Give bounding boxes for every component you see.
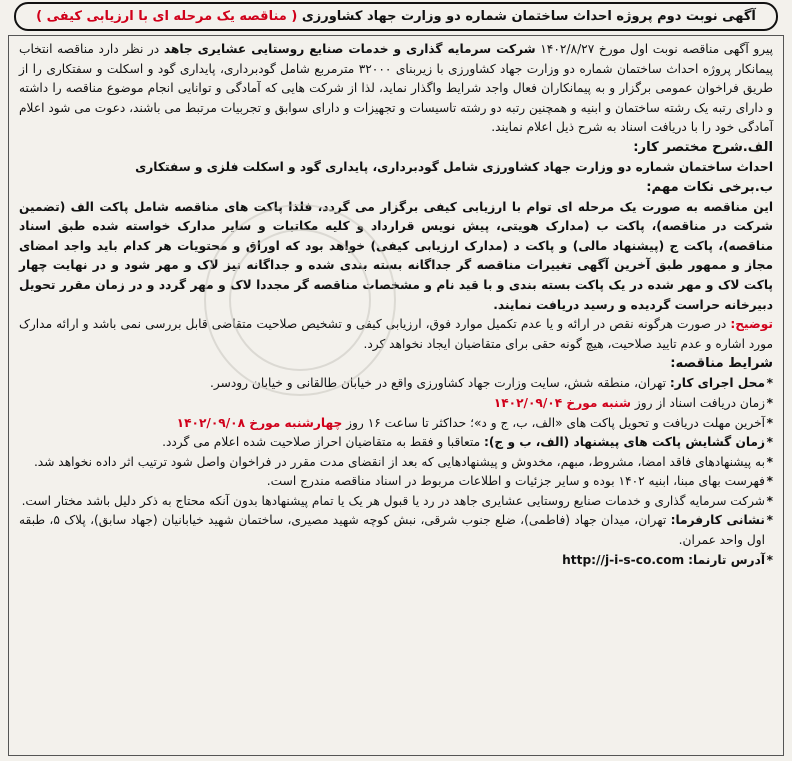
location-text: تهران، منطقه شش، سایت وزارت جهاد کشاورزی واقع در خیابان طالقانی و خیابان رودسر. — [210, 376, 666, 391]
note-label: توضیح: — [730, 317, 773, 332]
condition-address — [19, 511, 773, 550]
address-text: تهران، میدان جهاد (فاطمی)، ضلع جنوب شرقی، نبش کوچه شهید مصیری، ساختمان شهید خیابانیان (جهاد سابق)، پلاک ۵، طبقه اول واحد عمران. — [19, 513, 765, 548]
section-a-body: احداث ساختمان شماره دو وزارت جهاد کشاورزی شامل گودبرداری، پایداری گود و اسکلت فلزی و سفتکاری — [135, 159, 773, 174]
intro-rest: در نظر دارد مناقصه انتخاب پیمانکار پروژه احداث ساختمان شماره دو وزارت جهاد کشاورزی با زیربنای ۳۲۰۰۰ مترمربع شامل گودبرداری، پایداری گود و اسکلت و سفتکاری را از طریق فراخوان عمومی برگزار و به پیمانکاران فعال واجد شرایط واگذار نماید، لذا از شرکت هایی که آمادگی و توانایی انجام موضوع مناقصه را داشته و دارای رتبه یک رشته ساختمان و ابنیه و همچنین رتبه دو رشته تاسیسات و تجهیزات و دارای سوابق و تجربیات مرتبط می باشند، دعوت می شود اعلام آمادگی خود را با دریافت اسناد به شرح ذیل اعلام نمایند. — [19, 42, 773, 135]
intro-lead: پیرو آگهی مناقصه نوبت اول مورخ ۱۴۰۲/۸/۲۷ — [540, 42, 774, 56]
location-label: محل اجرای کار: — [669, 376, 765, 391]
condition-rights: * شرکت سرمایه گذاری و خدمات صنایع روستایی عشایری جاهد در رد یا قبول هر یک یا تمام پیشنهادها بدون آنکه محتاج به ذکر دلیل باشد مختار است. — [19, 492, 773, 512]
deadline-date: چهارشنبه مورخ ۱۴۰۲/۰۹/۰۸ — [176, 415, 343, 430]
note-body: در صورت هرگونه نقص در ارائه و یا عدم تکمیل موارد فوق، ارزیابی کیفی و تشخیص صلاحیت متقاضی قابل بررسی نمی باشد و ارائه مدارک مورد اشاره و عدم تایید صلاحیت، هیچ گونه حقی برای متقاضیان ایجاد نخواهد کرد. — [19, 317, 773, 351]
condition-receive — [19, 394, 773, 414]
notice-body — [8, 35, 784, 756]
note-paragraph — [19, 315, 773, 354]
deadline-prefix: آخرین مهلت دریافت و تحویل پاکت های «الف، ب، ج و د»؛ حداکثر تا ساعت ۱۶ روز — [342, 415, 765, 430]
conditions-title: شرایط مناقصه: — [670, 356, 773, 372]
condition-price-list: * فهرست بهای مبنا، ابنیه ۱۴۰۲ بوده و سایر جزئیات و اطلاعات مربوط در اسناد مناقصه مندرج است. — [19, 472, 773, 492]
address-label: نشانی کارفرما: — [670, 513, 766, 528]
section-b-title: ب.برخی نکات مهم: — [646, 179, 773, 195]
receive-date: شنبه مورخ ۱۴۰۲/۰۹/۰۴ — [493, 395, 631, 410]
section-a-title: الف.شرح مختصر کار: — [633, 139, 773, 155]
condition-website — [19, 551, 773, 571]
headline-highlight: ( مناقصه یک مرحله ای با ارزیابی کیفی ) — [36, 9, 298, 24]
condition-deadline — [19, 414, 773, 434]
organization-name: شرکت سرمایه گذاری و خدمات صنایع روستایی عشایری جاهد — [163, 42, 536, 56]
condition-rejected: * به پیشنهادهای فاقد امضا، مشروط، مبهم، مخدوش و پیشنهادهایی که بعد از انقضای مدت مقرر در فراخوان واصل شود ترتیب اثر داده نخواهد شد. — [19, 453, 773, 473]
receive-prefix: زمان دریافت اسناد از روز — [630, 395, 765, 410]
website-label: آدرس تارنما: — [688, 552, 765, 567]
condition-opening — [19, 433, 773, 453]
section-b-body: این مناقصه به صورت یک مرحله ای توام با ارزیابی کیفی برگزار می گردد، فلذا پاکت های مناقصه شامل پاکت الف (تضمین شرکت در مناقصه)، پاکت ب (مدارک هویتی، پیش نویس قرارداد و کلیه مکاتبات و سایر مدارک خواسته شده طبق اسناد مناقصه)، پاکت ج (پیشنهاد مالی) و پاکت د (مدارک ارزیابی کیفی) خواهد بود که اوراق و محتویات هر کدام باید واجد امضای مجاز و ممهور طبق آخرین آگهی تغییرات مناقصه گر جداگانه بسته بندی شده و جداگانه نیز لاک و مهر شود و در نهایت چهار پاکت لاک و مهر شده در یک پاکت بسته بندی و با قید نام و مشخصات مناقصه گر مجددا لاک و مهر گردد و در زمان مقرر تحویل دبیرخانه حراست گردیده و رسید دریافت نمایند. — [19, 199, 773, 312]
opening-label: زمان گشایش پاکت های پیشنهاد (الف، ب و ج): — [483, 435, 765, 450]
website-link[interactable]: http://j-i-s-co.com — [562, 552, 685, 567]
condition-location — [19, 374, 773, 394]
intro-paragraph — [19, 40, 773, 138]
opening-text: متعاقبا و فقط به متقاضیان احراز صلاحیت شده اعلام می گردد. — [162, 435, 481, 450]
notice-headline — [14, 2, 778, 31]
headline-text: آگهی نوبت دوم پروژه احداث ساختمان شماره دو وزارت جهاد کشاورزی — [301, 9, 756, 24]
